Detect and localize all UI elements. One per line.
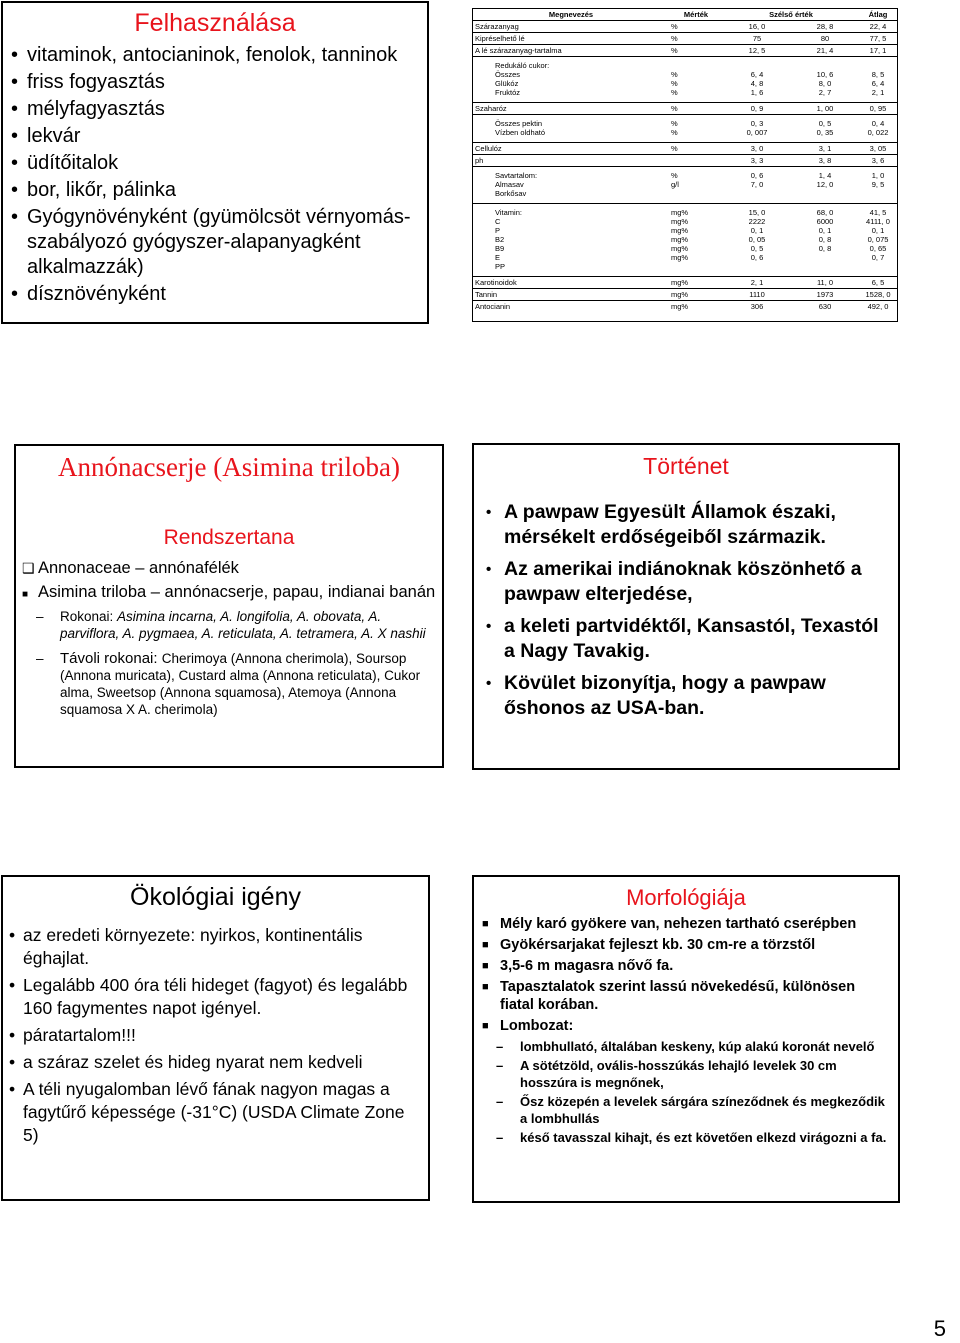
table-row — [473, 57, 897, 103]
table-cell-avg: 0, 4 0, 022 — [859, 115, 897, 143]
slide-title: Történet — [643, 453, 729, 479]
dash-bullet-icon: – — [496, 1130, 504, 1145]
usage-list — [11, 43, 421, 309]
dash-bullet-icon: – — [496, 1058, 504, 1073]
table-cell-unit — [669, 155, 723, 167]
table-cell-min: 0, 9 — [723, 103, 791, 115]
table-row — [473, 143, 897, 155]
bullet-icon: • — [11, 44, 19, 66]
table-cell-unit: mg% mg% mg% mg% mg% mg% — [669, 204, 723, 277]
list-item: • üdítőitalok — [11, 152, 119, 174]
table-cell-min: 75 — [723, 33, 791, 45]
sub-list-item: – A sötétzöld, ovális-hosszúkás lehajló levelek 30 cm hosszúra is megnőnek, — [496, 1058, 837, 1090]
bullet-icon: • — [486, 561, 492, 578]
bullet-icon: • — [11, 125, 19, 147]
table-cell-avg: 3, 05 — [859, 143, 897, 155]
table-row — [473, 167, 897, 204]
column-header: Mérték — [683, 10, 709, 19]
list-item: • Gyógynövényként (gyümölcsöt vérnyomás-szabályozó gyógyszer-alapanyagként alkalmazzák) — [11, 206, 411, 278]
square-bullet-icon: ■ — [482, 918, 489, 930]
table-cell-name: Karotinoidok — [473, 277, 669, 289]
bullet-icon: • — [486, 618, 492, 635]
table-row — [473, 103, 897, 115]
list-item: ■ 3,5-6 m magasra nővő fa. — [482, 958, 674, 974]
table-cell-max: 3, 1 — [791, 143, 859, 155]
square-bullet-icon: ■ — [482, 960, 489, 972]
list-item: • vitaminok, antocianinok, fenolok, tanninok — [11, 44, 398, 66]
table-cell-min: 6, 4 4, 8 1, 6 — [723, 57, 791, 103]
bullet-icon: • — [11, 98, 19, 120]
bullet-icon: • — [11, 179, 19, 201]
bullet-icon: • — [11, 152, 19, 174]
column-header: Szélső érték — [769, 10, 813, 19]
table-row — [473, 277, 897, 289]
list-item: ■ Asimina triloba – annónacserje, papau, indianai banán — [22, 582, 436, 602]
composition-table-slide — [472, 8, 898, 322]
table-cell-min: 15, 0 2222 0, 1 0, 05 0, 5 0, 6 — [723, 204, 791, 277]
list-item: • a száraz szelet és hideg nyarat nem kedveli — [9, 1052, 363, 1072]
list-item: ❑ Annonaceae – annónafélék — [22, 559, 239, 577]
table-cell-unit: mg% — [669, 277, 723, 289]
dash-bullet-icon: – — [36, 651, 44, 666]
table-cell-min: 2, 1 — [723, 277, 791, 289]
table-cell-avg: 0, 95 — [859, 103, 897, 115]
list-item: • lekvár — [11, 125, 81, 147]
bullet-icon: • — [486, 675, 492, 692]
list-item: • dísznövényként — [11, 283, 166, 305]
slide-morphology — [472, 875, 900, 1203]
page-number: 5 — [933, 1316, 946, 1341]
table-cell-unit: % — [669, 143, 723, 155]
table-cell-avg: 22, 4 — [859, 21, 897, 33]
table-cell-avg: 41, 5 4111, 0 0, 1 0, 075 0, 65 0, 7 — [859, 204, 897, 277]
table-cell-max: 0, 5 0, 35 — [791, 115, 859, 143]
list-item: • Legalább 400 óra téli hideget (fagyot) és legalább 160 fagymentes napot igényel. — [9, 975, 408, 1018]
table-cell-name: A lé szárazanyag-tartalma — [473, 45, 669, 57]
table-cell-name: Kipréselhető lé — [473, 33, 669, 45]
table-row — [473, 33, 897, 45]
sub-list-item: – lombhullató, általában keskeny, kúp alakú koronát nevelő — [496, 1039, 875, 1054]
taxonomy-body — [22, 558, 436, 718]
table-cell-min: 1110 — [723, 289, 791, 301]
column-header: Megnevezés — [548, 10, 594, 19]
table-cell-max: 10, 6 8, 0 2, 7 — [791, 57, 859, 103]
list-item: • Az amerikai indiánoknak köszönhető a pawpaw elterjedése, — [486, 558, 862, 605]
table-cell-name: Antocianin — [473, 301, 669, 313]
slide-title: Ökológiai igény — [130, 883, 301, 911]
table-header-row — [473, 9, 897, 21]
table-cell-min: 12, 5 — [723, 45, 791, 57]
table-cell-max: 1, 4 12, 0 — [791, 167, 859, 204]
table-cell-max: 630 — [791, 301, 859, 313]
table-cell-name: Összes pektin Vízben oldható — [473, 115, 669, 143]
dash-bullet-icon: – — [496, 1039, 504, 1054]
table-cell-unit: mg% — [669, 301, 723, 313]
ecology-list — [9, 924, 422, 1151]
table-cell-min: 16, 0 — [723, 21, 791, 33]
sub-list-item: – késő tavasszal kihajt, és ezt követően elkezd virágozni a fa. — [496, 1130, 887, 1145]
slide-usage — [1, 1, 429, 324]
table-cell-max: 11, 0 — [791, 277, 859, 289]
table-cell-max: 21, 4 — [791, 45, 859, 57]
table-cell-max: 80 — [791, 33, 859, 45]
bullet-icon: • — [9, 1052, 16, 1072]
table-cell-min: 306 — [723, 301, 791, 313]
table-row — [473, 115, 897, 143]
dash-bullet-icon: – — [36, 609, 44, 624]
list-item: • a keleti partvidéktől, Kansastól, Texastól a Nagy Tavakig. — [486, 615, 879, 662]
dash-bullet-icon: – — [496, 1094, 504, 1109]
bullet-icon: • — [9, 925, 16, 945]
bullet-icon: • — [486, 504, 492, 521]
table-cell-min: 0, 3 0, 007 — [723, 115, 791, 143]
table-cell-avg: 1, 0 9, 5 — [859, 167, 897, 204]
table-cell-unit: % — [669, 103, 723, 115]
list-item: ■ Gyökérsarjakat fejleszt kb. 30 cm-re a törzstől — [482, 937, 816, 953]
checkbox-bullet-icon: ❑ — [22, 560, 35, 576]
table-cell-max: 1973 — [791, 289, 859, 301]
table-row — [473, 21, 897, 33]
list-item: • páratartalom!!! — [9, 1025, 136, 1045]
table-cell-avg: 8, 5 6, 4 2, 1 — [859, 57, 897, 103]
list-item: • az eredeti környezete: nyirkos, kontinentális éghajlat. — [9, 925, 363, 968]
table-cell-unit: % % % — [669, 57, 723, 103]
list-item: • friss fogyasztás — [11, 71, 165, 93]
square-bullet-icon: ■ — [22, 589, 29, 600]
slide-ecology — [1, 875, 430, 1201]
table-cell-name: Szaharóz — [473, 103, 669, 115]
composition-table — [473, 9, 897, 312]
slide-taxonomy — [14, 444, 444, 768]
table-cell-unit: % g/l — [669, 167, 723, 204]
list-item: • Kövület bizonyítja, hogy a pawpaw őshonos az USA-ban. — [486, 672, 826, 719]
table-cell-avg: 6, 5 — [859, 277, 897, 289]
table-cell-min: 0, 6 7, 0 — [723, 167, 791, 204]
table-cell-name: Cellulóz — [473, 143, 669, 155]
table-row — [473, 204, 897, 277]
table-cell-avg: 77, 5 — [859, 33, 897, 45]
slide-history — [472, 443, 900, 770]
morphology-body — [482, 915, 890, 1148]
list-item: – Rokonai: Asimina incarna, A. longifolia, A. obovata, A. parviflora, A. pygmaea, A. reticulata, A. tetramera, A. X nashii — [36, 609, 426, 641]
table-cell-name: Redukáló cukor: Összes Glükóz Fruktóz — [473, 57, 669, 103]
table-cell-unit: % % — [669, 115, 723, 143]
table-cell-unit: % — [669, 21, 723, 33]
bullet-icon: • — [9, 1025, 16, 1045]
table-row — [473, 45, 897, 57]
table-cell-avg: 492, 0 — [859, 301, 897, 313]
list-item: ■ Lombozat: — [482, 1018, 574, 1034]
column-header: Átlag — [868, 10, 888, 19]
square-bullet-icon: ■ — [482, 939, 489, 951]
table-row — [473, 301, 897, 313]
list-item: – Távoli rokonai: Cherimoya (Annona cherimola), Soursop (Annona muricata), Custard alma (Annona reticulata), Cukor alma, Sweetsop (Annona squamosa), Atemoya (Annona squamosa X A. cherimola) — [36, 650, 421, 717]
slide-subtitle: Rendszertana — [163, 526, 295, 549]
table-row — [473, 289, 897, 301]
table-cell-name: Tannin — [473, 289, 669, 301]
bullet-icon: • — [11, 71, 19, 93]
slide-title: Annónacserje (Asimina triloba) — [58, 452, 400, 482]
square-bullet-icon: ■ — [482, 981, 489, 993]
sub-list-item: – Ősz közepén a levelek sárgára színeződnek és megkeződik a lombhullás — [496, 1094, 885, 1126]
bullet-icon: • — [9, 1079, 16, 1099]
table-cell-min: 3, 0 — [723, 143, 791, 155]
bullet-icon: • — [9, 975, 16, 995]
table-cell-max: 28, 8 — [791, 21, 859, 33]
list-item: ■ Mély karó gyökere van, nehezen tartható cserépben — [482, 916, 857, 932]
table-cell-name: Szárazanyag — [473, 21, 669, 33]
table-cell-name: ph — [473, 155, 669, 167]
table-cell-avg: 3, 6 — [859, 155, 897, 167]
slide-title: Morfológiája — [626, 885, 746, 910]
list-item: • mélyfagyasztás — [11, 98, 165, 120]
table-cell-max: 1, 00 — [791, 103, 859, 115]
list-item: • A pawpaw Egyesült Államok északi, mérsékelt erdőségeiből származik. — [486, 501, 836, 548]
table-cell-unit: % — [669, 45, 723, 57]
table-cell-name: Vitamin: C P B2 B9 E PP — [473, 204, 669, 277]
table-cell-name: Savtartalom: Almasav Borkősav — [473, 167, 669, 204]
history-list — [484, 500, 890, 728]
table-row — [473, 155, 897, 167]
table-cell-max: 3, 8 — [791, 155, 859, 167]
list-item: ■ Tapasztalatok szerint lassú növekedésű, különösen fiatal korában. — [482, 979, 856, 1013]
square-bullet-icon: ■ — [482, 1020, 489, 1032]
slide-title: Felhasználása — [134, 9, 296, 37]
bullet-icon: • — [11, 206, 19, 228]
table-cell-avg: 17, 1 — [859, 45, 897, 57]
table-cell-min: 3, 3 — [723, 155, 791, 167]
table-cell-avg: 1528, 0 — [859, 289, 897, 301]
list-item: • A téli nyugalomban lévő fának nagyon magas a fagytűrő képessége (-31°C) (USDA Climate Zone 5) — [9, 1079, 405, 1145]
table-cell-max: 68, 0 6000 0, 1 0, 8 0, 8 — [791, 204, 859, 277]
table-cell-unit: mg% — [669, 289, 723, 301]
list-item: • bor, likőr, pálinka — [11, 179, 176, 201]
table-cell-unit: % — [669, 33, 723, 45]
bullet-icon: • — [11, 283, 19, 305]
